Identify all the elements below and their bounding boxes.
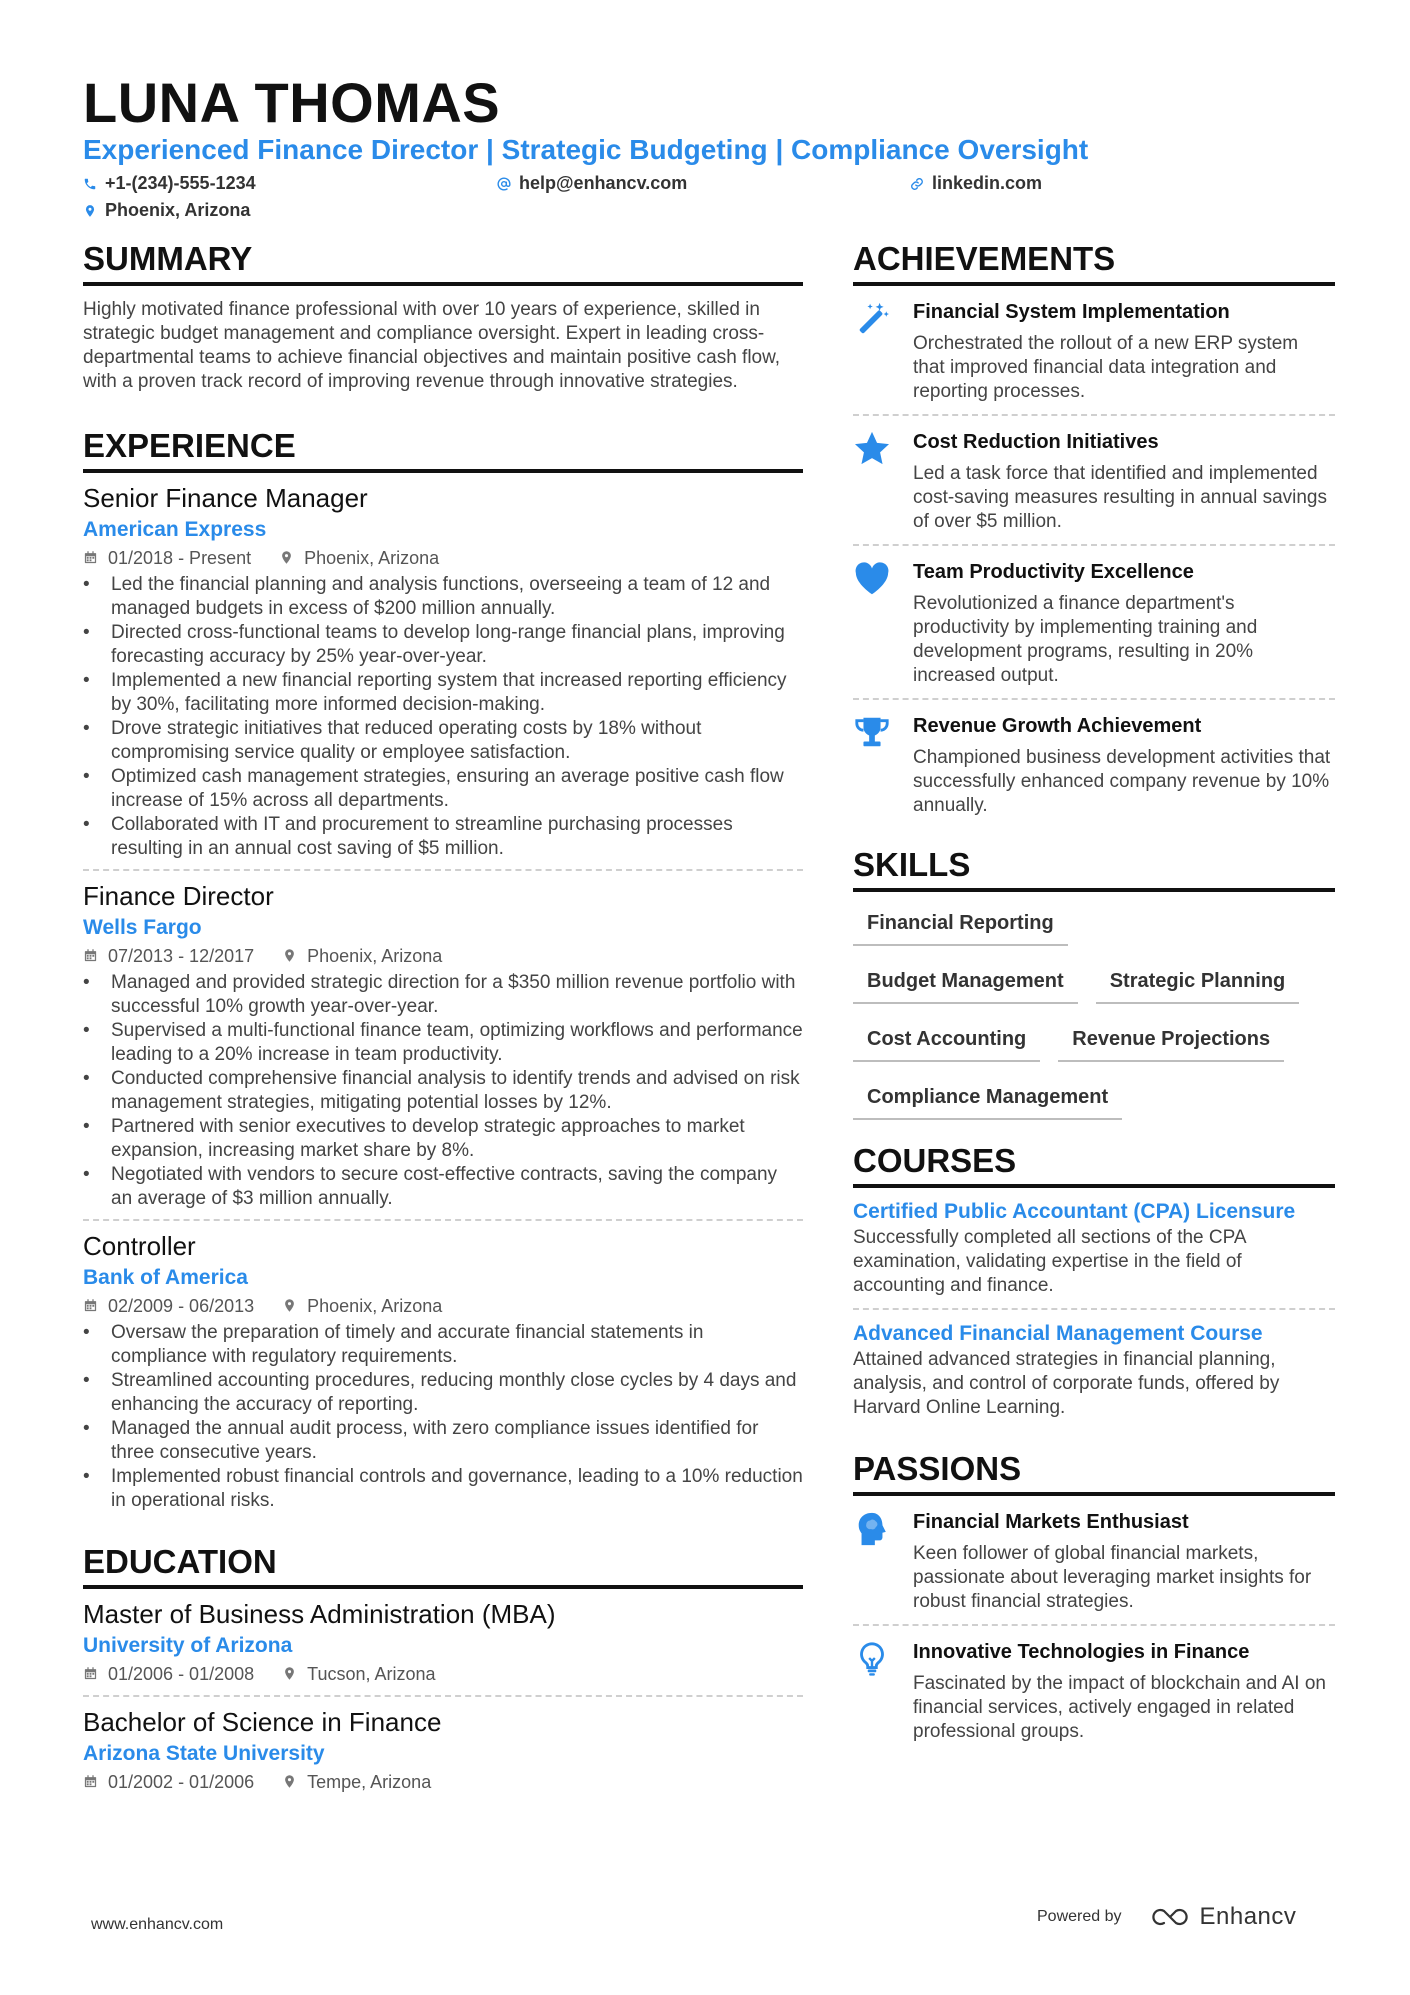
phone-text: +1-(234)-555-1234 xyxy=(105,173,256,193)
enhancv-logo-icon xyxy=(1148,1905,1192,1929)
job-location: Phoenix, Arizona xyxy=(307,945,443,966)
education-item xyxy=(83,1589,803,1697)
section-title-passions: PASSIONS xyxy=(853,1450,1335,1496)
achievement-title: Cost Reduction Initiatives xyxy=(913,430,1159,453)
job-meta xyxy=(83,1293,803,1319)
candidate-headline: Experienced Finance Director | Strategic Budgeting | Compliance Oversight xyxy=(83,134,1089,165)
job-dates: 07/2013 - 12/2017 xyxy=(108,945,255,966)
section-title-summary: SUMMARY xyxy=(83,240,803,286)
achievement-description: Orchestrated the rollout of a new ERP system that improved financial data integration and reporting processes. xyxy=(913,332,1299,402)
section-title-education: EDUCATION xyxy=(83,1543,803,1589)
courses-section xyxy=(853,1142,1335,1430)
bullet-item: • Optimized cash management strategies, ensuring an average positive cash flow increase of 15% across all departments. xyxy=(83,765,803,813)
section-title-skills: SKILLS xyxy=(853,846,1335,892)
location-pin-icon xyxy=(282,1298,297,1313)
trophy-icon xyxy=(853,714,891,752)
education-section xyxy=(83,1543,803,1803)
company-name[interactable]: Bank of America xyxy=(83,1265,248,1289)
bullet-item: • Partnered with senior executives to develop strategic approaches to market expansion, increasing market share by 8%. xyxy=(83,1115,803,1163)
degree-title: Master of Business Administration (MBA) xyxy=(83,1598,556,1629)
job-title: Senior Finance Manager xyxy=(83,482,368,513)
contact-location xyxy=(83,200,250,221)
bullet-item: • Supervised a multi-functional finance team, optimizing workflows and performance leading to a 20% increase in team productivity. xyxy=(83,1019,803,1067)
link-icon xyxy=(910,177,924,191)
school-name[interactable]: University of Arizona xyxy=(83,1633,293,1657)
passion-item xyxy=(853,1626,1335,1754)
email-text: help@enhancv.com xyxy=(519,173,688,193)
achievement-description: Championed business development activities that successfully enhanced company revenue by 10% annually. xyxy=(913,746,1331,816)
job-bullets xyxy=(83,971,803,1211)
bullet-item: • Drove strategic initiatives that reduced operating costs by 18% without compromising service quality or employee satisfaction. xyxy=(83,717,803,765)
experience-item xyxy=(83,1221,803,1521)
powered-by-label: Powered by xyxy=(1037,1908,1122,1925)
education-item xyxy=(83,1697,803,1803)
education-location: Tucson, Arizona xyxy=(307,1663,436,1684)
bullet-item: • Managed and provided strategic direction for a $350 million revenue portfolio with successful 10% growth year-over-year. xyxy=(83,971,803,1019)
degree-title: Bachelor of Science in Finance xyxy=(83,1706,442,1737)
achievement-description: Led a task force that identified and implemented cost-saving measures resulting in annual savings of over $5 million. xyxy=(913,462,1327,532)
footer-website[interactable]: www.enhancv.com xyxy=(91,1916,224,1933)
passion-title: Financial Markets Enthusiast xyxy=(913,1510,1189,1533)
achievement-title: Financial System Implementation xyxy=(913,300,1230,323)
candidate-name: LUNA THOMAS xyxy=(83,71,501,134)
achievement-item xyxy=(853,416,1335,546)
course-description: Successfully completed all sections of the CPA examination, validating expertise in the field of accounting and finance. xyxy=(853,1226,1246,1296)
section-title-achievements: ACHIEVEMENTS xyxy=(853,240,1335,286)
footer-branding[interactable] xyxy=(1037,1903,1296,1931)
course-title[interactable]: Advanced Financial Management Course xyxy=(853,1321,1263,1345)
bullet-item: • Implemented robust financial controls and governance, leading to a 10% reduction in operational risks. xyxy=(83,1465,803,1513)
calendar-icon xyxy=(83,1298,98,1313)
bullet-item: • Directed cross-functional teams to develop long-range financial plans, improving forecasting accuracy by 25% year-over-year. xyxy=(83,621,803,669)
company-name[interactable]: Wells Fargo xyxy=(83,915,202,939)
experience-section xyxy=(83,427,803,1521)
calendar-icon xyxy=(83,1666,98,1681)
achievement-item xyxy=(853,286,1335,416)
skill-tag: Financial Reporting xyxy=(853,904,1068,946)
section-title-experience: EXPERIENCE xyxy=(83,427,803,473)
location-pin-icon xyxy=(83,204,97,218)
contact-phone[interactable] xyxy=(83,173,256,194)
skills-section xyxy=(853,846,1335,1136)
job-bullets xyxy=(83,573,803,861)
passion-title: Innovative Technologies in Finance xyxy=(913,1640,1250,1663)
bullet-item: • Streamlined accounting procedures, reducing monthly close cycles by 4 days and enhancing the accuracy of reporting. xyxy=(83,1369,803,1417)
section-title-courses: COURSES xyxy=(853,1142,1335,1188)
calendar-icon xyxy=(83,550,98,565)
right-column xyxy=(853,240,1335,1754)
calendar-icon xyxy=(83,948,98,963)
education-meta xyxy=(83,1661,803,1687)
summary-text: Highly motivated finance professional with over 10 years of experience, skilled in strategic budget management and compliance oversight. Expert in leading cross-departmental teams to achieve financial objectives and maintain positive cash flow, with a proven track record of improving revenue through innovative strategies. xyxy=(83,298,781,392)
summary-section xyxy=(83,240,803,394)
location-pin-icon xyxy=(282,948,297,963)
job-meta xyxy=(83,545,803,571)
achievements-section xyxy=(853,240,1335,828)
experience-item xyxy=(83,871,803,1221)
education-meta xyxy=(83,1769,803,1795)
bullet-item: • Managed the annual audit process, with zero compliance issues identified for three consecutive years. xyxy=(83,1417,803,1465)
achievement-title: Team Productivity Excellence xyxy=(913,560,1194,583)
lightbulb-icon xyxy=(853,1640,891,1678)
bullet-item: • Collaborated with IT and procurement to streamline purchasing processes resulting in an annual cost saving of $5 million. xyxy=(83,813,803,861)
star-icon xyxy=(853,430,891,468)
bullet-item: • Conducted comprehensive financial analysis to identify trends and advised on risk management strategies, mitigating potential losses by 12%. xyxy=(83,1067,803,1115)
brand-name: Enhancv xyxy=(1199,1903,1297,1930)
passion-description: Keen follower of global financial markets, passionate about leveraging market insights for robust financial strategies. xyxy=(913,1542,1312,1612)
achievement-item xyxy=(853,700,1335,828)
passion-description: Fascinated by the impact of blockchain and AI on financial services, actively engaged in related professional groups. xyxy=(913,1672,1326,1742)
experience-item xyxy=(83,473,803,871)
education-dates: 01/2002 - 01/2006 xyxy=(108,1771,255,1792)
job-location: Phoenix, Arizona xyxy=(307,1295,443,1316)
course-title[interactable]: Certified Public Accountant (CPA) Licensure xyxy=(853,1199,1296,1223)
bullet-item: • Negotiated with vendors to secure cost-effective contracts, saving the company an average of $3 million annually. xyxy=(83,1163,803,1211)
course-description: Attained advanced strategies in financial planning, analysis, and control of corporate funds, offered by Harvard Online Learning. xyxy=(853,1348,1280,1418)
bullet-item: • Oversaw the preparation of timely and accurate financial statements in compliance with regulatory requirements. xyxy=(83,1321,803,1369)
school-name[interactable]: Arizona State University xyxy=(83,1741,325,1765)
heart-icon xyxy=(853,560,891,598)
achievement-description: Revolutionized a finance department's productivity by implementing training and development programs, resulting in 20% increased output. xyxy=(913,592,1258,686)
phone-icon xyxy=(83,177,97,191)
course-item xyxy=(853,1188,1335,1310)
magic-wand-icon xyxy=(853,300,891,338)
head-brain-icon xyxy=(853,1510,891,1548)
location-pin-icon xyxy=(282,1774,297,1789)
skill-tag: Cost Accounting xyxy=(853,1020,1040,1062)
passions-section xyxy=(853,1450,1335,1754)
contact-linkedin[interactable] xyxy=(910,173,1042,194)
bullet-item: • Led the financial planning and analysis functions, overseeing a team of 12 and managed budgets in excess of $200 million annually. xyxy=(83,573,803,621)
job-meta xyxy=(83,943,803,969)
passion-item xyxy=(853,1496,1335,1626)
skill-tag: Budget Management xyxy=(853,962,1078,1004)
education-location: Tempe, Arizona xyxy=(307,1771,432,1792)
course-item xyxy=(853,1310,1335,1430)
left-column xyxy=(83,240,803,1803)
job-title: Controller xyxy=(83,1230,196,1261)
skill-tag: Revenue Projections xyxy=(1058,1020,1284,1062)
job-dates: 02/2009 - 06/2013 xyxy=(108,1295,255,1316)
job-dates: 01/2018 - Present xyxy=(108,547,252,568)
company-name[interactable]: American Express xyxy=(83,517,267,541)
linkedin-text: linkedin.com xyxy=(932,173,1043,193)
skill-tag: Strategic Planning xyxy=(1096,962,1300,1004)
bullet-item: • Implemented a new financial reporting system that increased reporting efficiency by 30%, facilitating more informed decision-making. xyxy=(83,669,803,717)
skills-list xyxy=(853,892,1335,1136)
job-bullets xyxy=(83,1321,803,1513)
contact-email[interactable] xyxy=(497,173,687,194)
location-pin-icon xyxy=(282,1666,297,1681)
location-text: Phoenix, Arizona xyxy=(105,200,251,220)
job-title: Finance Director xyxy=(83,880,274,911)
achievement-item xyxy=(853,546,1335,700)
job-location: Phoenix, Arizona xyxy=(304,547,440,568)
education-dates: 01/2006 - 01/2008 xyxy=(108,1663,255,1684)
achievement-title: Revenue Growth Achievement xyxy=(913,714,1202,737)
at-icon xyxy=(497,177,511,191)
location-pin-icon xyxy=(279,550,294,565)
skill-tag: Compliance Management xyxy=(853,1078,1122,1120)
calendar-icon xyxy=(83,1774,98,1789)
